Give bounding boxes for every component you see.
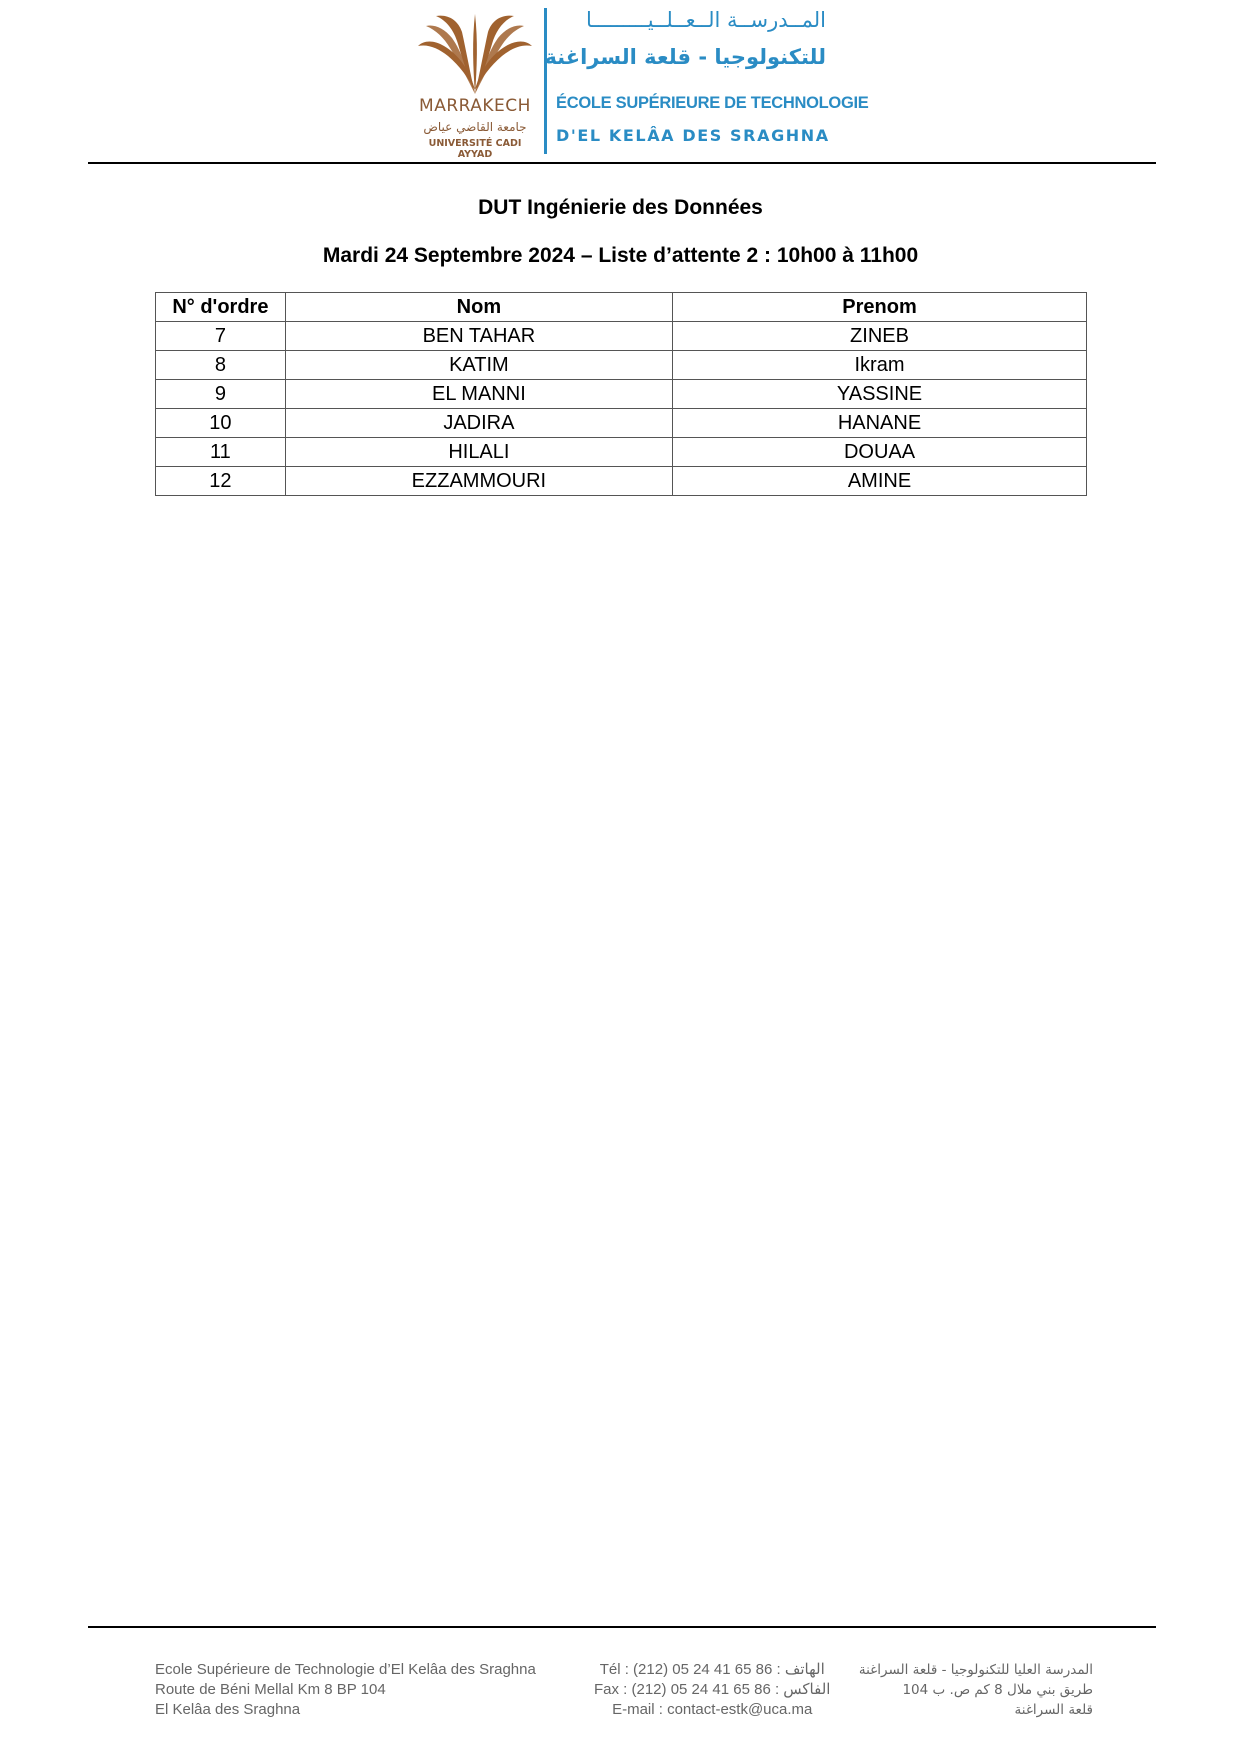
last-name-cell: EZZAMMOURI <box>285 467 672 496</box>
footer-address-french <box>155 1660 536 1720</box>
table-row <box>156 438 1087 467</box>
order-number-cell: 9 <box>156 380 286 409</box>
first-name-cell: DOUAA <box>673 438 1087 467</box>
footer-fax: Fax : (212) 05 24 41 65 86 : الفاكس <box>594 1681 831 1698</box>
first-name-cell: HANANE <box>673 409 1087 438</box>
footer-contact <box>594 1660 830 1720</box>
order-number-cell: 7 <box>156 322 286 351</box>
footer-address-arabic <box>859 1660 1093 1720</box>
first-name-cell: AMINE <box>673 467 1087 496</box>
waiting-list-table <box>155 292 1087 496</box>
first-name-cell: Ikram <box>673 351 1087 380</box>
university-name-arabic: جامعة القاضي عياض <box>423 120 527 134</box>
session-title: Mardi 24 Septembre 2024 – Liste d’attente 2 : 10h00 à 11h00 <box>322 244 919 267</box>
school-logo-text <box>544 8 869 158</box>
first-name-cell: ZINEB <box>673 322 1087 351</box>
last-name-cell: EL MANNI <box>285 380 672 409</box>
school-name-arabic-line2: للتكنولوجيا - قلعة السراغنة <box>544 45 826 69</box>
school-name-french-line1: ÉCOLE SUPÉRIEURE DE TECHNOLOGIE <box>556 94 869 112</box>
school-name-arabic-line1: المــدرســة الــعــلــيـــــــــا <box>585 8 826 32</box>
order-number-cell: 8 <box>156 351 286 380</box>
last-name-cell: KATIM <box>285 351 672 380</box>
footer-city-arabic: قلعة السراغنة <box>1014 1702 1093 1718</box>
footer-phone: Tél : (212) 05 24 41 65 86 : الهاتف <box>599 1661 825 1678</box>
footer-school-name: Ecole Supérieure de Technologie d’El Kelâa des Sraghna <box>155 1661 536 1678</box>
footer-email: E-mail : contact-estk@uca.ma <box>612 1701 813 1718</box>
table-row <box>156 351 1087 380</box>
footer-school-name-arabic: المدرسة العليا للتكنولوجيا - قلعة السراغنة <box>858 1662 1093 1678</box>
university-logo <box>418 10 532 160</box>
table-row <box>156 322 1087 351</box>
footer-road-arabic: طريق بني ملال 8 كم ص. ب 104 <box>902 1682 1093 1698</box>
order-number-cell: 11 <box>156 438 286 467</box>
order-number-cell: 10 <box>156 409 286 438</box>
last-name-cell: JADIRA <box>285 409 672 438</box>
footer-divider <box>88 1626 1156 1628</box>
table-row <box>156 380 1087 409</box>
palm-tree-logo-icon <box>418 10 532 96</box>
university-name-french: UNIVERSITÉ CADI AYYAD <box>428 138 522 160</box>
table-row <box>156 409 1087 438</box>
footer-road: Route de Béni Mellal Km 8 BP 104 <box>155 1681 386 1698</box>
program-title: DUT Ingénierie des Données <box>478 196 763 219</box>
logo-divider <box>544 8 547 154</box>
page-header <box>0 0 1241 165</box>
last-name-cell: BEN TAHAR <box>285 322 672 351</box>
last-name-cell: HILALI <box>285 438 672 467</box>
first-name-cell: YASSINE <box>673 380 1087 409</box>
table-header-row <box>156 293 1087 322</box>
city-name: MARRAKECH <box>419 96 531 116</box>
table-row <box>156 467 1087 496</box>
school-name-french-line2: D'EL KELÂA DES SRAGHNA <box>556 126 830 145</box>
column-header-last-name: Nom <box>285 293 672 322</box>
order-number-cell: 12 <box>156 467 286 496</box>
column-header-first-name: Prenom <box>673 293 1087 322</box>
header-divider <box>88 162 1156 164</box>
footer-city: El Kelâa des Sraghna <box>155 1701 301 1718</box>
column-header-order-number: N° d'ordre <box>156 293 286 322</box>
